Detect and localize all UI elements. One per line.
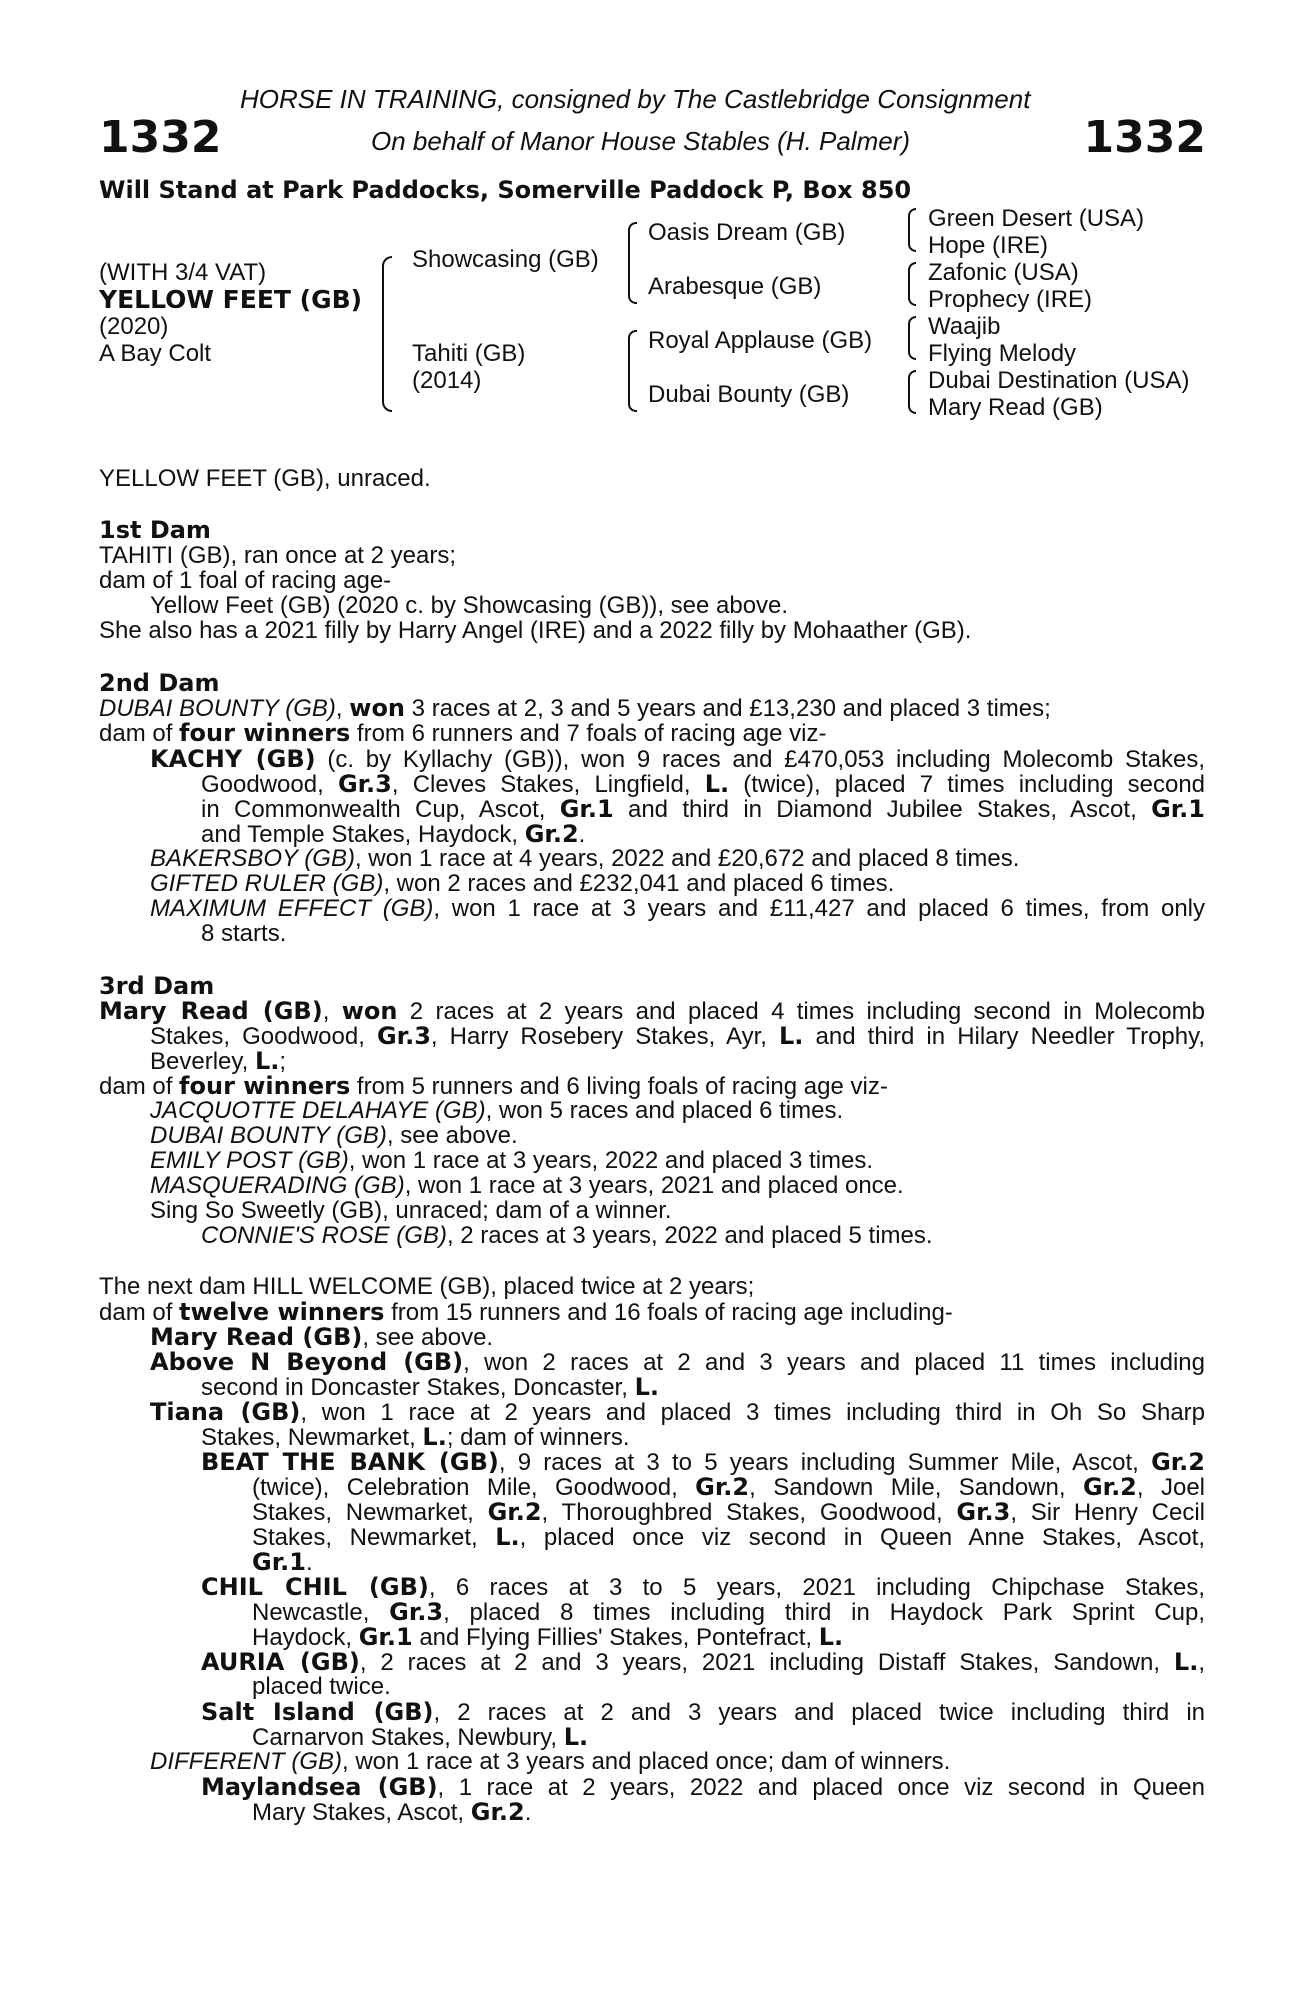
pedigree-brace-main (382, 256, 392, 412)
first-dam-line: TAHITI (GB), ran once at 2 years; (99, 542, 456, 569)
third-dam-line: Stakes, Goodwood, Gr.3, Harry Rosebery Stakes, Ayr, L. and third in Hilary Needler Trophy, (150, 1022, 1205, 1050)
dss: Waajib (928, 313, 1001, 340)
produce-line: Goodwood, Gr.3, Cleves Stakes, Lingfield, L. (twice), placed 7 times including second (201, 770, 1206, 798)
race-record: YELLOW FEET (GB), unraced. (99, 465, 431, 492)
produce-line: BAKERSBOY (GB), won 1 race at 4 years, 2022 and £20,672 and placed 8 times. (150, 845, 1020, 872)
produce-line: BEAT THE BANK (GB), 9 races at 3 to 5 years including Summer Mile, Ascot, Gr.2 (201, 1448, 1205, 1476)
produce-line: DUBAI BOUNTY (GB), see above. (150, 1122, 518, 1149)
produce-line: EMILY POST (GB), won 1 race at 3 years, 2022 and placed 3 times. (150, 1147, 874, 1174)
produce-line: and Temple Stakes, Haydock, Gr.2. (201, 820, 586, 848)
produce-line: Stakes, Newmarket, L.; dam of winners. (201, 1423, 630, 1451)
next-dam-line: The next dam HILL WELCOME (GB), placed twice at 2 years; (99, 1273, 755, 1300)
horse-year: (2020) (99, 313, 169, 340)
horse-name: YELLOW FEET (GB) (99, 285, 363, 314)
produce-line: CONNIE'S ROSE (GB), 2 races at 3 years, 2022 and placed 5 times. (201, 1222, 933, 1249)
produce-line: MASQUERADING (GB), won 1 race at 3 years, 2021 and placed once. (150, 1172, 904, 1199)
dam-year: (2014) (412, 367, 482, 394)
produce-line: Tiana (GB), won 1 race at 2 years and placed 3 times including third in Oh So Sharp (150, 1398, 1206, 1426)
produce-line: Mary Read (GB), see above. (150, 1323, 494, 1351)
second-dam-line: DUBAI BOUNTY (GB), won 3 races at 2, 3 and 5 years and £13,230 and placed 3 times; (99, 694, 1051, 722)
first-dam-line: Yellow Feet (GB) (2020 c. by Showcasing (GB)), see above. (150, 592, 789, 619)
produce-line: GIFTED RULER (GB), won 2 races and £232,041 and placed 6 times. (150, 870, 895, 897)
sss: Green Desert (USA) (928, 205, 1145, 232)
produce-line: JACQUOTTE DELAHAYE (GB), won 5 races and placed 6 times. (150, 1097, 844, 1124)
first-dam-line: She also has a 2021 filly by Harry Angel (IRE) and a 2022 filly by Mohaather (GB). (99, 617, 972, 644)
vat-note: (WITH 3/4 VAT) (99, 259, 267, 286)
produce-line: DIFFERENT (GB), won 1 race at 3 years and placed once; dam of winners. (150, 1748, 951, 1775)
sds: Zafonic (USA) (928, 259, 1079, 286)
first-dam-line: dam of 1 foal of racing age- (99, 567, 392, 594)
produce-line: in Commonwealth Cup, Ascot, Gr.1 and third in Diamond Jubilee Stakes, Ascot, Gr.1 (201, 795, 1205, 823)
produce-line: 8 starts. (201, 920, 287, 947)
ddd: Mary Read (GB) (928, 394, 1103, 421)
produce-line: Salt Island (GB), 2 races at 2 and 3 years and placed twice including third in (201, 1698, 1205, 1726)
second-dam-heading: 2nd Dam (99, 669, 220, 697)
pedigree-brace-4c (908, 316, 916, 360)
stand-location: Will Stand at Park Paddocks, Somerville Paddock P, Box 850 (99, 176, 912, 204)
produce-line: Stakes, Newmarket, Gr.2, Thoroughbred Stakes, Goodwood, Gr.3, Sir Henry Cecil (252, 1498, 1205, 1526)
produce-line: Gr.1. (252, 1548, 313, 1576)
lot-number-right: 1332 (1083, 112, 1206, 163)
pedigree-brace-4d (908, 370, 916, 414)
third-dam-line: dam of four winners from 5 runners and 6 living foals of racing age viz- (99, 1072, 888, 1100)
sire: Showcasing (GB) (412, 246, 599, 273)
dam-dam: Dubai Bounty (GB) (648, 381, 850, 408)
lot-number-left: 1332 (99, 112, 222, 163)
horse-description: A Bay Colt (99, 340, 212, 367)
sire-sire: Oasis Dream (GB) (648, 219, 846, 246)
dam-sire: Royal Applause (GB) (648, 327, 873, 354)
produce-line: CHIL CHIL (GB), 6 races at 3 to 5 years, 2021 including Chipchase Stakes, (201, 1573, 1205, 1601)
produce-line: Above N Beyond (GB), won 2 races at 2 and 3 years and placed 11 times including (150, 1348, 1205, 1376)
pedigree-brace-4b (908, 262, 916, 306)
dsd: Flying Melody (928, 340, 1077, 367)
third-dam-line: Beverley, L.; (150, 1047, 287, 1075)
sire-dam: Arabesque (GB) (648, 273, 822, 300)
pedigree-brace-dam (628, 330, 637, 412)
sdd: Prophecy (IRE) (928, 286, 1093, 313)
produce-line: Maylandsea (GB), 1 race at 2 years, 2022 and placed once viz second in Queen (201, 1773, 1206, 1801)
third-dam-heading: 3rd Dam (99, 972, 215, 1000)
on-behalf-line: On behalf of Manor House Stables (H. Palmer) (371, 126, 911, 156)
produce-line: AURIA (GB), 2 races at 2 and 3 years, 2021 including Distaff Stakes, Sandown, L., (201, 1648, 1206, 1676)
produce-line: MAXIMUM EFFECT (GB), won 1 race at 3 years and £11,427 and placed 6 times, from only (150, 895, 1205, 922)
produce-line: Haydock, Gr.1 and Flying Fillies' Stakes, Pontefract, L. (252, 1623, 844, 1651)
next-dam-line: dam of twelve winners from 15 runners and 16 foals of racing age including- (99, 1298, 953, 1326)
produce-line: (twice), Celebration Mile, Goodwood, Gr.2, Sandown Mile, Sandown, Gr.2, Joel (252, 1473, 1206, 1501)
produce-line: Newcastle, Gr.3, placed 8 times including third in Haydock Park Sprint Cup, (252, 1598, 1205, 1626)
pedigree-brace-4a (908, 208, 916, 252)
ssd: Hope (IRE) (928, 232, 1049, 259)
produce-line: Stakes, Newmarket, L., placed once viz second in Queen Anne Stakes, Ascot, (252, 1523, 1205, 1551)
dds: Dubai Destination (USA) (928, 367, 1190, 394)
produce-line: placed twice. (252, 1673, 391, 1700)
dam: Tahiti (GB) (412, 340, 526, 367)
third-dam-line: Mary Read (GB), won 2 races at 2 years and placed 4 times including second in Molecomb (99, 997, 1205, 1025)
pedigree-brace-sire (628, 222, 637, 304)
produce-line: second in Doncaster Stakes, Doncaster, L. (201, 1373, 659, 1401)
produce-line: Mary Stakes, Ascot, Gr.2. (252, 1798, 532, 1826)
first-dam-heading: 1st Dam (99, 516, 211, 544)
produce-line: KACHY (GB) (c. by Kyllachy (GB)), won 9 races and £470,053 including Molecomb Stakes, (150, 745, 1205, 773)
produce-line: Carnarvon Stakes, Newbury, L. (252, 1723, 589, 1751)
produce-line: Sing So Sweetly (GB), unraced; dam of a winner. (150, 1197, 672, 1224)
consignment-line: HORSE IN TRAINING, consigned by The Castlebridge Consignment (240, 84, 1031, 114)
second-dam-line: dam of four winners from 6 runners and 7 foals of racing age viz- (99, 719, 827, 747)
